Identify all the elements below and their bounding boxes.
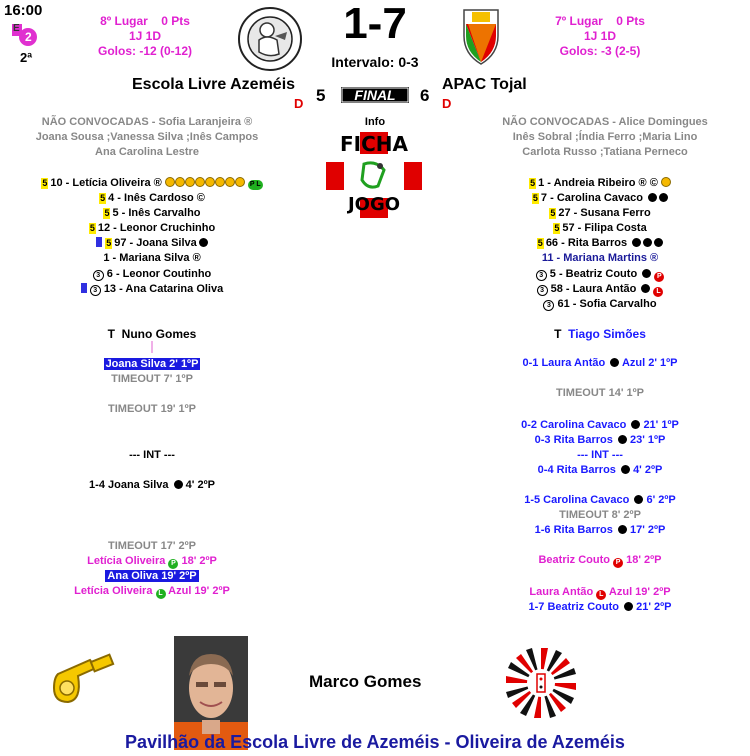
fouls-badge: 5 bbox=[537, 238, 543, 249]
player-name: 6 - Leonor Coutinho bbox=[106, 267, 212, 280]
away-result-letter: D bbox=[442, 96, 452, 111]
home-events-2 bbox=[12, 539, 292, 599]
away-events-4 bbox=[460, 585, 740, 615]
event-row bbox=[460, 600, 740, 615]
player-name: 11 - Mariana Martins ® bbox=[541, 252, 659, 265]
event-text: 0-4 Rita Barros bbox=[537, 464, 616, 476]
goal-ball-icon bbox=[618, 525, 627, 534]
fouls-badge: 5 bbox=[554, 223, 560, 234]
away-goals: Golos: -3 (2-5) bbox=[559, 44, 641, 58]
event-time: Azul 2' 1ºP bbox=[621, 357, 678, 369]
home-events bbox=[12, 357, 292, 387]
player-name: 5 - Inês Carvalho bbox=[112, 207, 201, 220]
event-text: 1-4 Joana Silva bbox=[89, 479, 169, 491]
event-time: 21' 2ºP bbox=[636, 601, 672, 613]
fouls-badge: 5 bbox=[106, 238, 112, 249]
substitute-icon: 3 bbox=[93, 270, 104, 281]
event-text: Letícia Oliveira bbox=[74, 585, 153, 597]
event-text: 1-6 Rita Barros bbox=[534, 524, 613, 536]
home-result-letter: D bbox=[294, 96, 304, 111]
fouls-badge: 5 bbox=[104, 208, 110, 219]
goal-ball-icon bbox=[642, 269, 651, 278]
event-row: TIMEOUT 7' 1ºP bbox=[111, 373, 193, 385]
player-name: 7 - Carolina Cavaco bbox=[540, 192, 644, 205]
home-player-row[interactable] bbox=[12, 206, 292, 221]
event-time: 17' 2ºP bbox=[630, 524, 666, 536]
event-row bbox=[460, 463, 740, 478]
away-absent bbox=[470, 115, 740, 160]
away-player-row[interactable] bbox=[460, 206, 740, 221]
goal-ball-icon bbox=[659, 193, 668, 202]
event-time: Azul 19' 2ºP bbox=[608, 586, 671, 598]
away-player-row[interactable] bbox=[460, 236, 740, 251]
goal-ball-icon bbox=[654, 238, 663, 247]
green-card-icon: P bbox=[168, 559, 178, 569]
event-row bbox=[460, 418, 740, 433]
away-fouls: 6 bbox=[420, 86, 430, 105]
event-text: Laura Antão bbox=[529, 586, 594, 598]
final-status-text: FINAL bbox=[354, 87, 396, 103]
fouls-badge: 5 bbox=[550, 208, 556, 219]
player-name: 12 - Leonor Cruchinho bbox=[97, 222, 216, 235]
round-badge-icon bbox=[10, 20, 38, 48]
player-name: 1 - Andreia Ribeiro ® © bbox=[538, 177, 658, 189]
player-name: 57 - Filipa Costa bbox=[562, 222, 647, 235]
home-player-row[interactable] bbox=[12, 191, 292, 206]
green-card-icon: L bbox=[156, 589, 166, 599]
player-name: 1 - Mariana Silva ® bbox=[103, 252, 201, 265]
event-time: 18' 2ºP bbox=[626, 554, 662, 566]
home-player-list bbox=[12, 176, 292, 297]
home-coach bbox=[12, 327, 292, 341]
event-text: Ana Oliva 19' 2ºP bbox=[107, 570, 197, 582]
goal-ball-icon bbox=[643, 238, 652, 247]
away-player-row[interactable] bbox=[460, 267, 740, 282]
goalkeeper-marker-icon bbox=[96, 237, 102, 247]
player-name: 10 - Letícia Oliveira ® bbox=[50, 177, 162, 189]
home-absent-line2: Joana Sousa ;Vanessa Silva ;Inês Campos bbox=[35, 131, 259, 143]
final-status-badge bbox=[340, 86, 410, 104]
match-time: 16:00 bbox=[4, 2, 43, 19]
away-place-row bbox=[540, 14, 660, 29]
away-absent-line2: Inês Sobral ;Índia Ferro ;Maria Lino bbox=[512, 131, 698, 143]
home-player-row[interactable] bbox=[12, 282, 292, 297]
player-name: 5 - Beatriz Couto bbox=[549, 267, 638, 280]
player-name: 4 - Inês Cardoso © bbox=[108, 192, 205, 205]
event-row: TIMEOUT 8' 2ºP bbox=[559, 509, 641, 521]
goal-ball-icon bbox=[174, 480, 183, 489]
fouls-badge: 5 bbox=[89, 223, 95, 234]
away-player-row[interactable] bbox=[460, 251, 740, 266]
home-player-row[interactable] bbox=[12, 221, 292, 236]
final-score: 1-7 bbox=[343, 0, 407, 48]
substitute-icon: 3 bbox=[543, 300, 554, 311]
event-text: 0-1 Laura Antão bbox=[522, 357, 606, 369]
event-text: 0-2 Carolina Cavaco bbox=[521, 419, 627, 431]
event-time: 4' 2ºP bbox=[185, 479, 215, 491]
player-name: 66 - Rita Barros bbox=[545, 237, 628, 250]
event-text: 0-3 Rita Barros bbox=[534, 434, 613, 446]
event-row bbox=[12, 584, 292, 599]
goal-ball-icon bbox=[632, 238, 641, 247]
red-card-icon: L bbox=[596, 590, 606, 600]
round-badge-letter: E bbox=[13, 23, 20, 34]
away-player-row[interactable] bbox=[460, 297, 740, 312]
halftime-score: Intervalo: 0-3 bbox=[331, 54, 419, 70]
away-player-row[interactable] bbox=[460, 282, 740, 297]
goal-ball-icon bbox=[634, 495, 643, 504]
red-card-icon: L bbox=[653, 287, 663, 297]
goal-ball-icon bbox=[621, 465, 630, 474]
home-coach-name: Nuno Gomes bbox=[121, 327, 197, 341]
coach-icon: T bbox=[107, 327, 115, 341]
away-team-name[interactable]: APAC Tojal bbox=[442, 76, 527, 93]
away-crest-logo bbox=[460, 6, 502, 66]
whistle-icon bbox=[50, 652, 120, 707]
event-time: 23' 1ºP bbox=[630, 434, 666, 446]
jogo-text: JOGO bbox=[347, 194, 401, 215]
event-row: --- INT --- bbox=[577, 449, 623, 461]
fouls-badge: 5 bbox=[530, 178, 536, 188]
card-icon bbox=[661, 177, 671, 187]
info-label[interactable]: Info bbox=[364, 116, 386, 128]
home-place-row bbox=[85, 14, 205, 29]
goal-ball-icon bbox=[199, 238, 208, 247]
home-absent-line1: NÃO CONVOCADAS - Sofia Laranjeira ® bbox=[41, 116, 253, 128]
event-text: 1-7 Beatriz Couto bbox=[528, 601, 619, 613]
away-stats bbox=[540, 14, 660, 59]
player-name: 27 - Susana Ferro bbox=[558, 207, 651, 220]
event-time: 18' 2ºP bbox=[181, 555, 217, 567]
event-row bbox=[460, 585, 740, 600]
away-coach bbox=[460, 327, 740, 341]
away-record: 1J 1D bbox=[583, 29, 617, 43]
home-place: 8º Lugar bbox=[100, 14, 148, 28]
away-player-row[interactable] bbox=[460, 221, 740, 236]
fouls-badge: 5 bbox=[42, 178, 48, 188]
event-text: Letícia Oliveira bbox=[87, 555, 166, 567]
goal-ball-icon bbox=[624, 602, 633, 611]
blue-card-icon bbox=[610, 358, 619, 367]
ficha-text: FICHA bbox=[340, 132, 408, 156]
home-player-row[interactable] bbox=[12, 267, 292, 282]
substitute-icon: 3 bbox=[90, 285, 101, 296]
home-player-row[interactable] bbox=[12, 236, 292, 251]
divider bbox=[151, 341, 153, 353]
red-card-icon: P bbox=[613, 558, 623, 568]
round-badge-number: 2 bbox=[25, 30, 32, 44]
home-player-row[interactable] bbox=[12, 251, 292, 266]
home-event-int: --- INT --- bbox=[129, 449, 175, 461]
fouls-badge: 5 bbox=[532, 193, 538, 204]
referee-name[interactable]: Marco Gomes bbox=[309, 672, 422, 691]
goalkeeper-marker-icon bbox=[81, 283, 87, 293]
away-points: 0 Pts bbox=[616, 14, 645, 28]
goal-tally-icons bbox=[165, 177, 245, 189]
red-card-icon: P bbox=[654, 272, 664, 282]
away-absent-line1: NÃO CONVOCADAS - Alice Domingues bbox=[502, 116, 708, 128]
card-badge-icon: P L bbox=[249, 181, 261, 188]
home-record: 1J 1D bbox=[128, 29, 162, 43]
home-absent bbox=[12, 115, 282, 160]
home-event-goal bbox=[12, 479, 292, 491]
home-goals: Golos: -12 (0-12) bbox=[97, 44, 193, 58]
home-fouls: 5 bbox=[316, 86, 326, 105]
venue-title: Pavilhão da Escola Livre de Azeméis - Oliveira de Azeméis bbox=[125, 732, 625, 752]
away-coach-name: Tiago Simões bbox=[568, 327, 646, 341]
event-text: 1-5 Carolina Cavaco bbox=[524, 494, 630, 506]
player-name: 61 - Sofia Carvalho bbox=[557, 297, 657, 310]
home-points: 0 Pts bbox=[161, 14, 190, 28]
event-row bbox=[12, 554, 292, 569]
event-row: TIMEOUT 17' 2ºP bbox=[108, 540, 196, 552]
fouls-badge: 5 bbox=[100, 193, 106, 204]
goal-ball-icon bbox=[641, 284, 650, 293]
event-row bbox=[460, 523, 740, 538]
away-events-2 bbox=[460, 418, 740, 478]
goal-ball-icon bbox=[648, 193, 657, 202]
event-time: 21' 1ºP bbox=[643, 419, 679, 431]
event-time: 4' 2ºP bbox=[633, 464, 663, 476]
home-stats bbox=[85, 14, 205, 59]
event-time: 6' 2ºP bbox=[646, 494, 676, 506]
away-events-3 bbox=[460, 493, 740, 538]
home-team-name[interactable]: Escola Livre Azeméis bbox=[132, 76, 296, 93]
ficha-jogo-button[interactable] bbox=[324, 130, 424, 220]
event-text: Joana Silva 2' 1ºP bbox=[105, 358, 199, 370]
substitute-icon: 3 bbox=[536, 270, 547, 281]
away-place: 7º Lugar bbox=[555, 14, 603, 28]
round-label: 2ª bbox=[20, 50, 33, 65]
event-row bbox=[460, 433, 740, 448]
event-time: Azul 19' 2ºP bbox=[168, 585, 230, 597]
goal-ball-icon bbox=[631, 420, 640, 429]
away-event-1 bbox=[460, 357, 740, 369]
away-absent-line3: Carlota Russo ;Tatiana Perneco bbox=[522, 146, 688, 158]
away-event-card1 bbox=[460, 554, 740, 568]
coach-icon: T bbox=[554, 327, 562, 341]
player-name: 58 - Laura Antão bbox=[550, 282, 637, 295]
home-player-row[interactable] bbox=[12, 176, 292, 191]
player-name: 13 - Ana Catarina Oliva bbox=[103, 282, 224, 295]
home-absent-line3: Ana Carolina Lestre bbox=[95, 146, 199, 158]
player-name: 97 - Joana Silva bbox=[114, 237, 197, 250]
referee-association-logo bbox=[504, 646, 578, 720]
goal-ball-icon bbox=[618, 435, 627, 444]
away-event-timeout: TIMEOUT 14' 1ºP bbox=[556, 387, 644, 399]
away-player-row[interactable] bbox=[460, 176, 740, 191]
home-crest-logo bbox=[237, 6, 303, 72]
home-event-timeout: TIMEOUT 19' 1ºP bbox=[108, 403, 196, 415]
event-row bbox=[460, 493, 740, 508]
event-text: Beatriz Couto bbox=[538, 554, 610, 566]
event-row bbox=[12, 569, 292, 584]
event-row bbox=[12, 357, 292, 372]
substitute-icon: 3 bbox=[537, 285, 548, 296]
away-player-row[interactable] bbox=[460, 191, 740, 206]
away-player-list bbox=[460, 176, 740, 312]
